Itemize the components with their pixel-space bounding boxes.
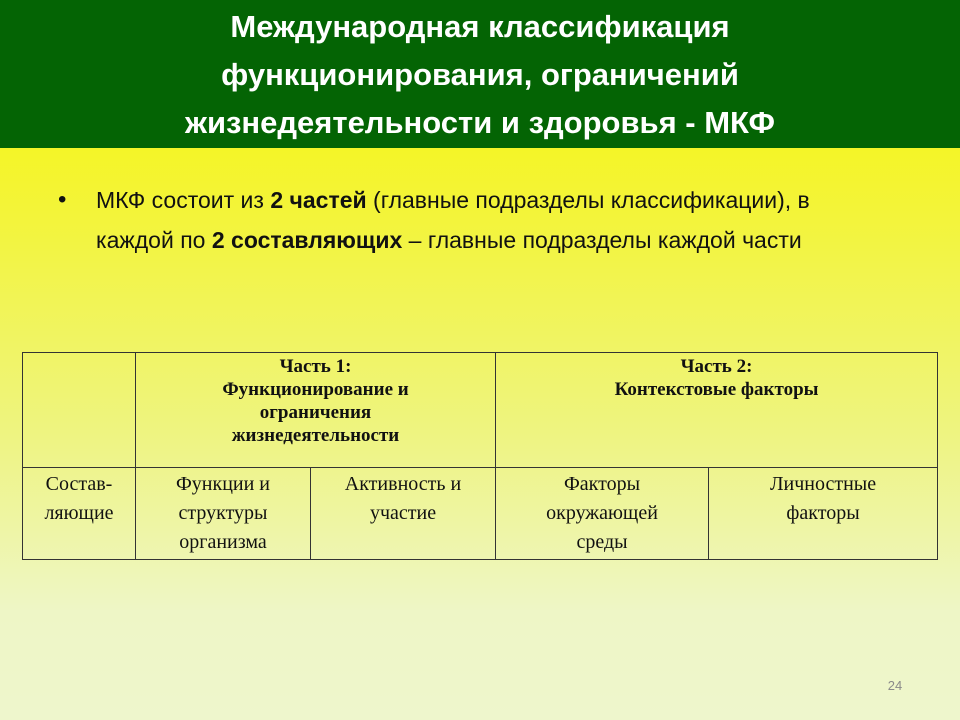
- cell-line: Личностные: [769, 473, 877, 495]
- component-body-functions: [136, 468, 311, 560]
- table-header-row: [23, 353, 938, 468]
- cell-line: структуры: [178, 502, 268, 524]
- bullet-bold-parts: 2 частей: [270, 187, 367, 213]
- icf-structure-table: [22, 352, 938, 560]
- title-bar: [0, 0, 960, 148]
- bullet-text-part: (главные подразделы классификации), в каждой по: [96, 187, 810, 253]
- part2-header: [496, 353, 938, 468]
- row-label-line: ляющие: [44, 502, 114, 524]
- bullet-dot: •: [58, 186, 67, 213]
- cell-line: среды: [576, 531, 628, 553]
- cell-line: участие: [369, 502, 437, 524]
- bullet-text: [96, 180, 886, 260]
- part1-line: жизнедеятельности: [231, 425, 400, 446]
- component-activity: [311, 468, 496, 560]
- row-label-line: Состав-: [45, 473, 113, 495]
- row-label-cell: [23, 468, 136, 560]
- part2-line: Часть 2:: [680, 356, 753, 377]
- title-line: функционирования, ограничений: [221, 57, 739, 92]
- cell-line: факторы: [786, 502, 860, 524]
- part1-header: [136, 353, 496, 468]
- bullet-text-part: МКФ состоит из: [96, 187, 271, 213]
- page-number: 24: [887, 678, 903, 693]
- cell-line: Факторы: [563, 473, 641, 495]
- component-personal: [709, 468, 938, 560]
- table-corner-cell: [23, 353, 136, 468]
- part1-line: Часть 1:: [279, 356, 352, 377]
- bullet-bold-components: 2 составляющих: [211, 227, 403, 253]
- cell-line: Функции и: [175, 473, 271, 495]
- table-row: [23, 468, 938, 560]
- cell-line: организма: [179, 531, 267, 553]
- component-environment: [496, 468, 709, 560]
- title-line: жизнедеятельности и здоровья - МКФ: [184, 105, 776, 140]
- part1-line: Функционирование и: [222, 379, 409, 400]
- part2-line: Контекстовые факторы: [614, 379, 819, 400]
- cell-line: Активность и: [344, 473, 462, 495]
- bullet-text-part: – главные подразделы каждой части: [402, 227, 802, 253]
- slide-title: [30, 3, 930, 147]
- cell-line: окружающей: [546, 502, 658, 524]
- title-line: Международная классификация: [230, 9, 730, 44]
- part1-line: ограничения: [259, 402, 372, 423]
